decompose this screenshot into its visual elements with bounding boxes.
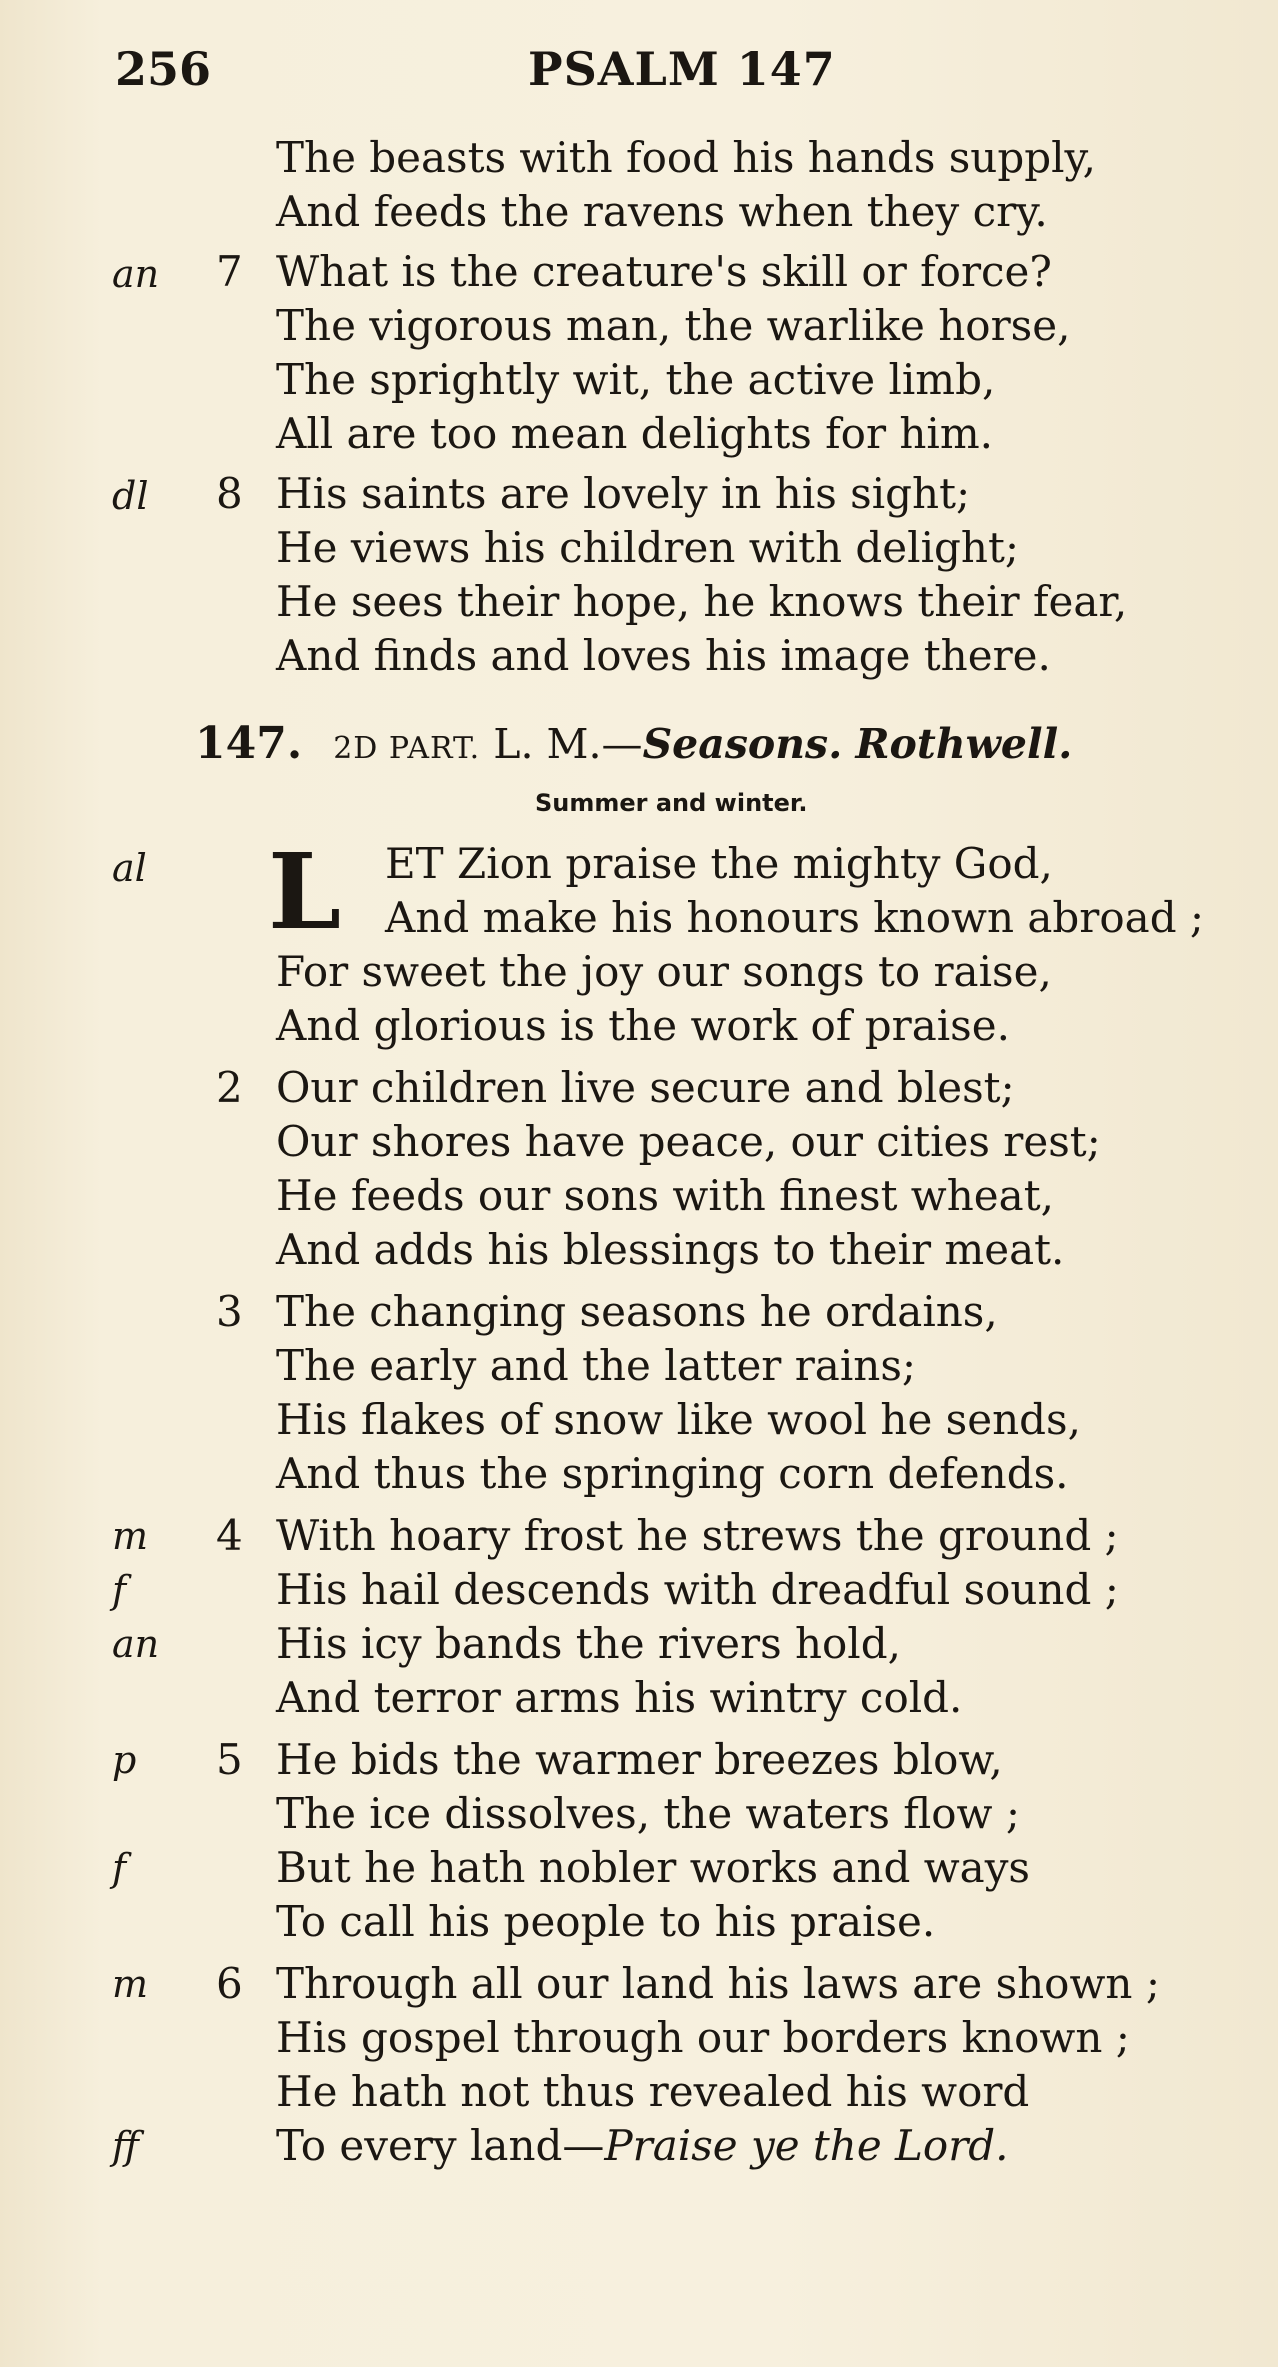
tune-name-2: Rothwell. <box>855 720 1073 768</box>
verse-line: And make his honours known abroad ; <box>385 893 1205 942</box>
running-title: PSALM 147 <box>528 42 836 96</box>
verse-number: 2 <box>216 1063 243 1112</box>
verse-line: And finds and loves his image there. <box>276 631 1051 680</box>
verse-line: His hail descends with dreadful sound ; <box>276 1565 1119 1614</box>
page-number: 256 <box>115 42 212 96</box>
verse-line: The changing seasons he ordains, <box>276 1287 998 1336</box>
verse-line: To call his people to his praise. <box>276 1897 936 1946</box>
verse-line: His icy bands the rivers hold, <box>276 1619 901 1668</box>
verse-line: The beasts with food his hands supply, <box>276 133 1097 182</box>
dynamic-mark: an <box>112 1622 160 1666</box>
hymn-heading <box>195 718 1072 775</box>
verse-line: He hath not thus revealed his word <box>276 2067 1030 2116</box>
verse-line: Our children live secure and blest; <box>276 1063 1015 1112</box>
final-line-start: To every land— <box>276 2121 605 2170</box>
verse-line: He feeds our sons with finest wheat, <box>276 1171 1054 1220</box>
verse-line: What is the creature's skill or force? <box>276 247 1052 296</box>
verse-line-final <box>276 2120 1009 2172</box>
verse-line: His saints are lovely in his sight; <box>276 469 971 518</box>
verse-line: And feeds the ravens when they cry. <box>276 187 1048 236</box>
verse-number: 3 <box>216 1287 243 1336</box>
verse-line: Through all our land his laws are shown ; <box>276 1959 1160 2008</box>
verse-line: For sweet the joy our songs to raise, <box>276 947 1052 996</box>
verse-line: ET Zion praise the mighty God, <box>385 839 1053 888</box>
tune-name-1: Seasons. <box>642 720 843 768</box>
verse-line: With hoary frost he strews the ground ; <box>276 1511 1119 1560</box>
verse-line: And glorious is the work of praise. <box>276 1001 1010 1050</box>
verse-line: Our shores have peace, our cities rest; <box>276 1117 1101 1166</box>
verse-line: His gospel through our borders known ; <box>276 2013 1130 2062</box>
dynamic-mark: dl <box>112 474 149 518</box>
dynamic-mark: f <box>112 1568 127 1612</box>
dynamic-mark: al <box>112 846 147 890</box>
verse-line: He sees their hope, he knows their fear, <box>276 577 1128 626</box>
verse-line: The ice dissolves, the waters flow ; <box>276 1789 1021 1838</box>
dynamic-mark: p <box>112 1738 137 1782</box>
verse-line: The early and the latter rains; <box>276 1341 917 1390</box>
verse-number: 4 <box>216 1511 243 1560</box>
dynamic-mark: m <box>112 1962 149 2006</box>
verse-line: And thus the springing corn defends. <box>276 1449 1069 1498</box>
final-line-italic: Praise ye the Lord. <box>604 2121 1009 2170</box>
drop-cap: L <box>268 830 342 953</box>
verse-line: But he hath nobler works and ways <box>276 1843 1030 1892</box>
verse-line: The sprightly wit, the active limb, <box>276 355 996 404</box>
verse-number: 7 <box>216 247 243 296</box>
hymn-number: 147. <box>195 718 303 769</box>
dynamic-mark: m <box>112 1514 149 1558</box>
hymn-meter: L. M.— <box>493 720 643 768</box>
verse-number: 8 <box>216 469 243 518</box>
hymn-subtitle: Summer and winter. <box>535 789 808 817</box>
verse-line: And adds his blessings to their meat. <box>276 1225 1065 1274</box>
hymn-part: 2D PART. <box>333 731 481 766</box>
dynamic-mark: f <box>112 1846 127 1890</box>
verse-line: His flakes of snow like wool he sends, <box>276 1395 1081 1444</box>
verse-line: And terror arms his wintry cold. <box>276 1673 963 1722</box>
verse-number: 5 <box>216 1735 243 1784</box>
verse-number: 6 <box>216 1959 243 2008</box>
dynamic-mark: an <box>112 252 160 296</box>
verse-line: He bids the warmer breezes blow, <box>276 1735 1003 1784</box>
verse-line: All are too mean delights for him. <box>276 409 994 458</box>
verse-line: He views his children with delight; <box>276 523 1019 572</box>
dynamic-mark: ff <box>112 2124 139 2168</box>
verse-line: The vigorous man, the warlike horse, <box>276 301 1071 350</box>
